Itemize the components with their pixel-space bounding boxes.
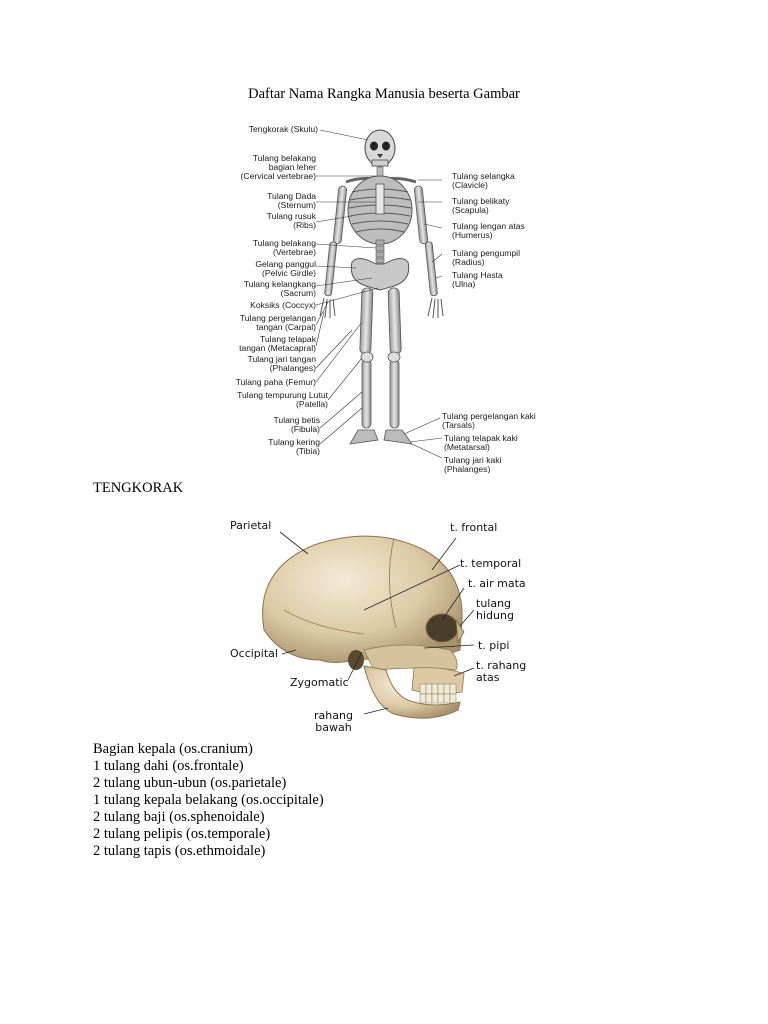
list-item: 2 tulang baji (os.sphenoidale) <box>93 809 265 825</box>
label-humerus: Tulang lengan atas (Humerus) <box>452 221 525 241</box>
label-fibula: Tulang betis (Fibula) <box>273 415 320 435</box>
label-phalanges-foot: Tulang jari kaki (Phalanges) <box>444 455 502 475</box>
label-sternum: Tulang Dada (Sternum) <box>267 191 316 211</box>
list-item: 2 tulang pelipis (os.temporale) <box>93 826 271 842</box>
label-temporal: t. temporal <box>460 557 522 570</box>
label-scapula: Tulang belikaty (Scapula) <box>452 196 510 216</box>
label-skull: Tengkorak (Skulu) <box>248 124 318 134</box>
label-tibia: Tulang kering (Tibia) <box>268 437 320 457</box>
label-rahang-bawah: rahang bawah <box>314 709 353 734</box>
label-parietal: Parietal <box>230 519 272 532</box>
label-tarsals: Tulang pergelangan kaki (Tarsals) <box>442 411 536 431</box>
skull-drawing <box>224 510 544 742</box>
label-metacarpal: Tulang telapak tangan (Metacapral) <box>239 334 316 354</box>
label-metatarsal: Tulang telapak kaki (Metatarsal) <box>444 433 518 453</box>
list-item: Bagian kepala (os.cranium) <box>93 741 253 757</box>
label-air-mata: t. air mata <box>468 577 526 590</box>
label-carpal: Tulang pergelangan tangan (Carpal) <box>239 313 316 333</box>
document-title: Daftar Nama Rangka Manusia beserta Gambar <box>248 86 520 102</box>
label-pelvic-girdle: Gelang panggul (Pelvic Girdle) <box>255 259 316 279</box>
list-item: 1 tulang dahi (os.frontale) <box>93 758 244 774</box>
label-zygomatic: Zygomatic <box>290 676 349 689</box>
label-patella: Tulang tempurung Lutut (Patella) <box>237 390 328 410</box>
bone-list <box>93 741 324 860</box>
section-heading: TENGKORAK <box>93 480 184 496</box>
label-frontal: t. frontal <box>450 521 498 534</box>
label-rahang-atas: t. rahang atas <box>476 659 527 684</box>
skull-diagram <box>224 510 544 742</box>
label-phalanges-hand: Tulang jari tangan (Phalanges) <box>247 354 316 374</box>
label-cervical-vertebrae: Tulang belakang bagian leher (Cervical vertebrae) <box>240 153 316 182</box>
label-ribs: Tulang rusuk (Ribs) <box>266 211 316 231</box>
label-hidung: tulang hidung <box>476 597 514 622</box>
skeleton-diagram <box>228 112 548 484</box>
label-coccyx: Koksiks (Coccyx) <box>250 300 316 310</box>
list-item: 2 tulang ubun-ubun (os.parietale) <box>93 775 287 791</box>
list-item: 1 tulang kepala belakang (os.occipitale) <box>93 792 324 808</box>
label-ulna: Tulang Hasta (Ulna) <box>452 270 503 290</box>
label-occipital: Occipital <box>230 647 278 660</box>
label-vertebrae: Tulang belakang (Vertebrae) <box>252 238 316 258</box>
label-clavicle: Tulang selangka (Clavicle) <box>452 171 515 191</box>
label-sacrum: Tulang kelangkang (Sacrum) <box>243 279 316 299</box>
label-femur: Tulang paha (Femur) <box>235 377 316 387</box>
label-radius: Tulang pengumpil (Radius) <box>452 248 520 268</box>
label-pipi: t. pipi <box>478 639 510 652</box>
list-item: 2 tulang tapis (os.ethmoidale) <box>93 843 266 859</box>
